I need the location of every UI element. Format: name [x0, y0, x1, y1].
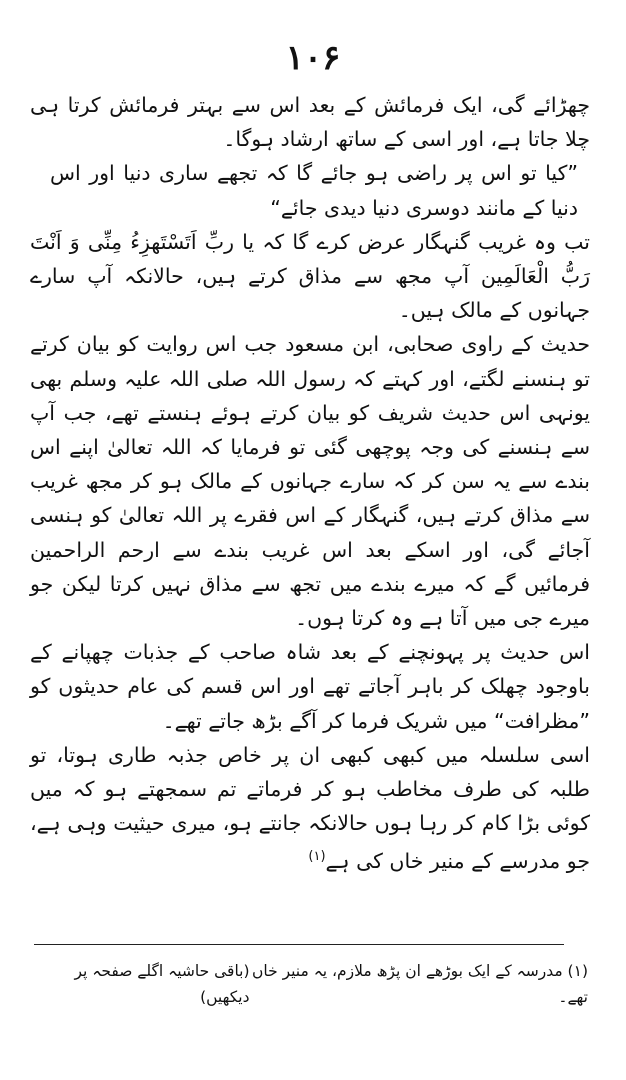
- page-number: ۱۰۶: [285, 38, 341, 78]
- footnote-divider: [34, 944, 564, 945]
- paragraph-3: حدیث کے راوی صحابی، ابن مسعود جب اس روایت کو بیان کرتے تو ہنسنے لگتے، اور کہتے کہ رسول اللہ صلی اللہ علیہ وسلم بھی یونہی اس حدیث شریف کو بیان کرتے ہوئے ہنستے تھے، جب آپ سے ہنسنے کی وجہ پوچھی گئی تو فرمایا کہ اللہ تعالیٰ اپنے اس بندے سے یہ سن کر کہ سارے جہانوں کے مالک ہو کر مجھ غریب سے مذاق کرتے ہیں، گنہگار کے اس فقرے پر اللہ تعالیٰ کو ہنسی آجائے گی، اور اسکے بعد اس غریب بندے سے ارحم الراحمین فرمائیں گے کہ میرے بندے میں تجھ سے مذاق نہیں کرتا لیکن جو میرے جی میں آتا ہے وہ کرتا ہوں۔: [30, 332, 590, 631]
- paragraph-4: اس حدیث پر پہونچنے کے بعد شاہ صاحب کے جذبات چھپانے کے باوجود چھلک کر باہر آجاتے تھے اور اس قسم کی عام حدیثوں کو ”مظرافت“ میں شریک فرما کر آگے بڑھ جاتے تھے۔: [30, 640, 590, 733]
- paragraph-5: [30, 738, 590, 879]
- paragraph-2: تب وہ غریب گنہگار عرض کرے گا کہ یا ربِّ اَتَسْتَھزِءُ مِنِّی وَ اَنْتَ رَبُّ الْعَالَمِین آپ مجھ سے مذاق کرتے ہیں، حالانکہ آپ سارے جہانوں کے مالک ہیں۔: [30, 229, 590, 323]
- footnote-reference: (۱): [308, 849, 326, 865]
- body-text: [30, 88, 590, 879]
- paragraph-1: چھڑائے گی، ایک فرمائش کے بعد اس سے بہتر فرمائش کرتا ہی چلا جاتا ہے، اور اسی کے ساتھ ارشاد ہوگا۔: [30, 93, 590, 152]
- quoted-passage: ”کیا تو اس پر راضی ہو جائے گا کہ تجھے ساری دنیا اور اس دنیا کے مانند دوسری دنیا دیدی جائے“: [50, 161, 578, 220]
- footnote-continuation: (باقی حاشیہ اگلے صفحہ پر دیکھیں): [74, 962, 250, 1006]
- paragraph-5-text: اسی سلسلہ میں کبھی کبھی ان پر خاص جذبہ طاری ہوتا، تو طلبہ کی طرف مخاطب ہو کر فرماتے تم سمجھتے ہو کہ میں کوئی بڑا کام کر رہا ہوں حالانکہ جانتے ہو، میری حیثیت وہی ہے، جو مدرسے کے منیر خاں کی ہے: [30, 742, 590, 874]
- footnote-text: (۱) مدرسہ کے ایک بوڑھے ان پڑھ ملازم، یہ منیر خاں تھے۔: [251, 962, 588, 1006]
- footnote: [40, 958, 588, 1010]
